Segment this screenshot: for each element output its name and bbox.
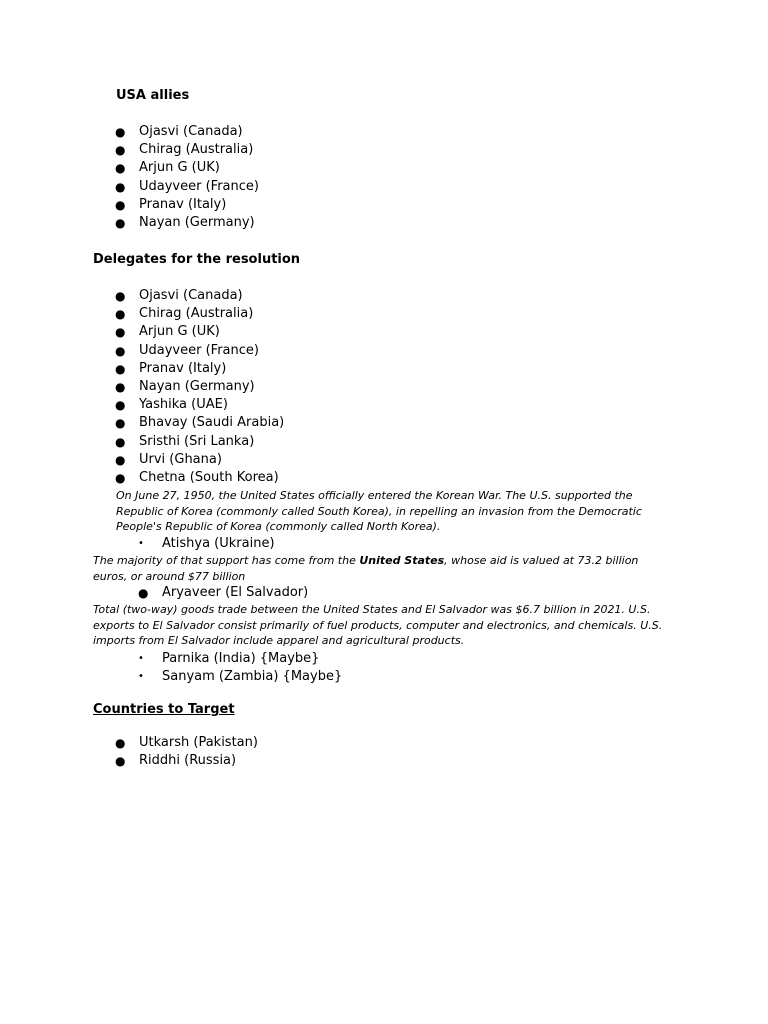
targets-list [115,734,258,770]
bullet-icon: ● [115,434,126,449]
bold-united-states: United States [359,554,445,567]
list-item: ● Yashika (UAE) [139,396,284,414]
list-item: ● Nayan (Germany) [139,214,259,232]
bullet-icon: ● [115,179,126,194]
list-item: ● Udayveer (France) [139,178,259,196]
bullet-icon: ● [115,398,126,413]
bullet-icon: ● [115,754,126,769]
list-item: ● Udayveer (France) [139,342,284,360]
list-item: • Sanyam (Zambia) {Maybe} [162,668,342,686]
delegates-list [115,287,285,487]
list-item: ● Utkarsh (Pakistan) [139,734,258,752]
list-item: ● Bhavay (Saudi Arabia) [139,414,284,432]
heading-countries-to-target: Countries to Target [93,702,235,717]
list-item: • Atishya (Ukraine) [162,535,275,553]
note-korean-war: On June 27, 1950, the United States officially entered the Korean War. The U.S. supported the Republic of Korea (commonly called South Korea), in repelling an invasion from the Democratic People's Republic of Korea (commonly called North Korea). [116,489,642,533]
bullet-icon: ● [115,215,126,230]
ukraine-sublist [138,535,275,553]
list-item: ● Sristhi (Sri Lanka) [139,433,284,451]
bullet-icon: • [138,538,144,549]
bullet-icon: ● [115,307,126,322]
bullet-icon: ● [115,325,126,340]
maybe-sublist [138,650,343,686]
bullet-icon: ● [115,361,126,376]
list-item: • Parnika (India) {Maybe} [162,650,342,668]
bullet-icon: ● [115,289,126,303]
bullet-icon: • [138,671,144,683]
bullet-icon: ● [115,125,126,139]
list-item: ● Ojasvi (Canada) [139,287,284,305]
bullet-icon: ● [115,452,126,467]
note-ukraine-aid: The majority of that support has come from the United States, whose aid is valued at 73.2 billion euros, or around $77 billion [93,554,639,583]
note-elsalvador-trade: Total (two-way) goods trade between the United States and El Salvador was $6.7 billion in 2021. U.S. exports to El Salvador consist primarily of fuel products, computer and electronics, and chemicals. U.S. imports from El Salvador include apparel and agricultural products. [93,603,663,647]
list-item: ● Nayan (Germany) [139,378,284,396]
list-item: ● Urvi (Ghana) [139,451,284,469]
bullet-icon: ● [115,736,126,750]
usa-allies-list [115,123,259,232]
list-item: ● Chirag (Australia) [139,305,284,323]
bullet-icon: ● [115,470,126,485]
bullet-icon: ● [138,586,149,600]
list-item: ● Riddhi (Russia) [139,752,258,770]
list-item: ● Ojasvi (Canada) [139,123,259,141]
list-item: ● Chirag (Australia) [139,141,259,159]
heading-delegates: Delegates for the resolution [93,252,301,267]
bullet-icon: ● [115,143,126,158]
list-item: ● Arjun G (UK) [139,159,259,177]
bullet-icon: ● [115,197,126,212]
list-item: ● Chetna (South Korea) [139,469,284,487]
elsalvador-sublist [138,584,309,602]
bullet-icon: ● [115,161,126,176]
heading-usa-allies: USA allies [116,88,190,103]
bullet-icon: ● [115,416,126,431]
bullet-icon: ● [115,343,126,358]
list-item: ● Pranav (Italy) [139,196,259,214]
list-item: ● Pranav (Italy) [139,360,284,378]
bullet-icon: ● [115,379,126,394]
list-item: ● Arjun G (UK) [139,323,284,341]
list-item: ● Aryaveer (El Salvador) [162,584,308,602]
bullet-icon: • [138,653,144,664]
